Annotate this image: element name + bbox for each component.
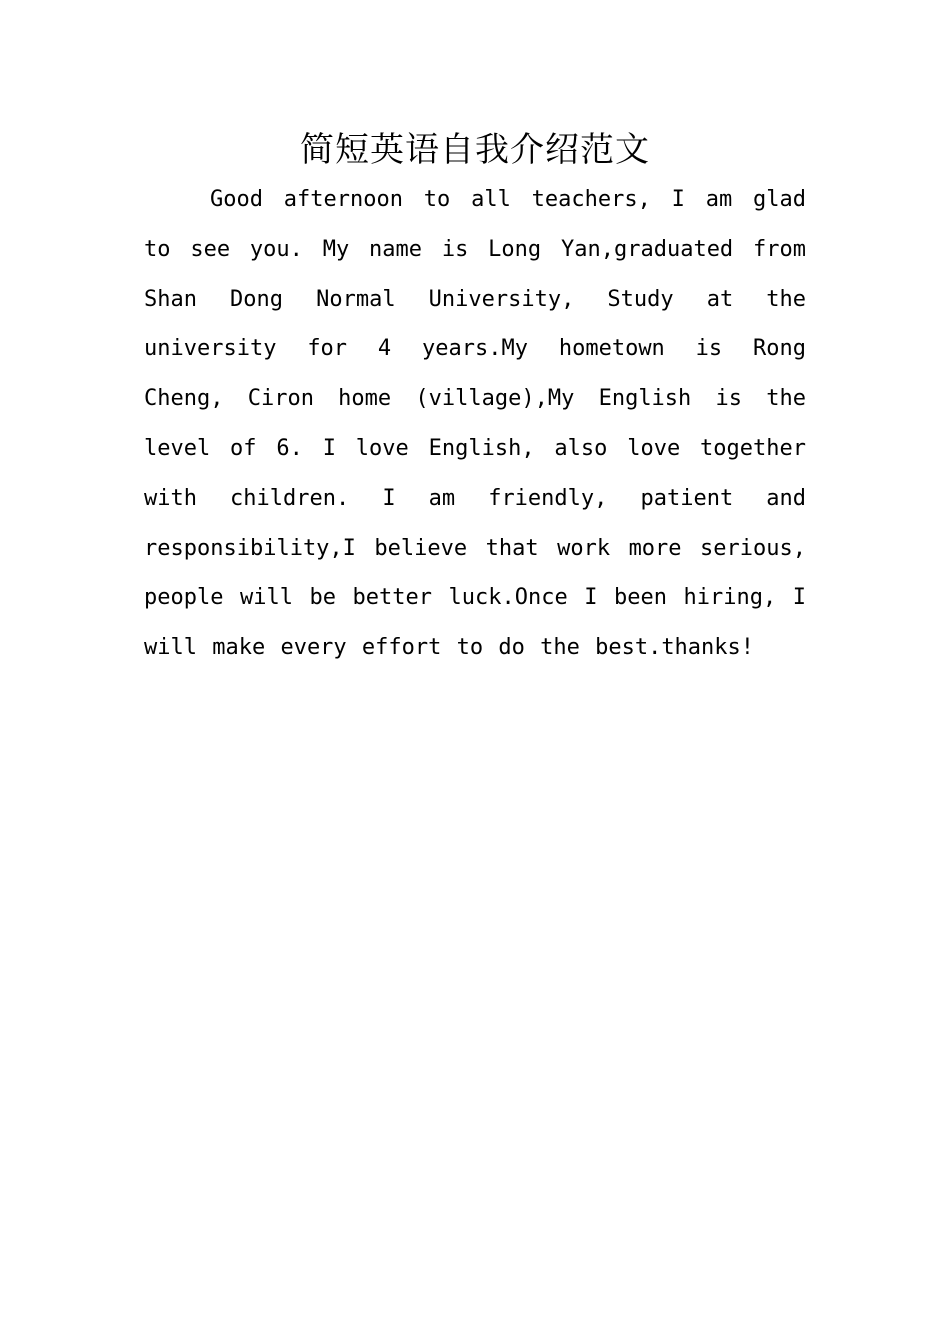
document-title: 简短英语自我介绍范文 (300, 130, 650, 170)
document-body-paragraph: Good afternoon to all teachers, I am glad to see you. My name is Long Yan,graduated from Shan Dong Normal University, Study at the university for 4 years.My hometown is Rong Cheng, Ciron home (village),My English is the level of 6. I love English, also love together with children. I am friendly, patient and responsibility,I believe that work more serious, people will be better luck.Once I been hiring, I will make every effort to do the best.thanks! (144, 187, 806, 661)
